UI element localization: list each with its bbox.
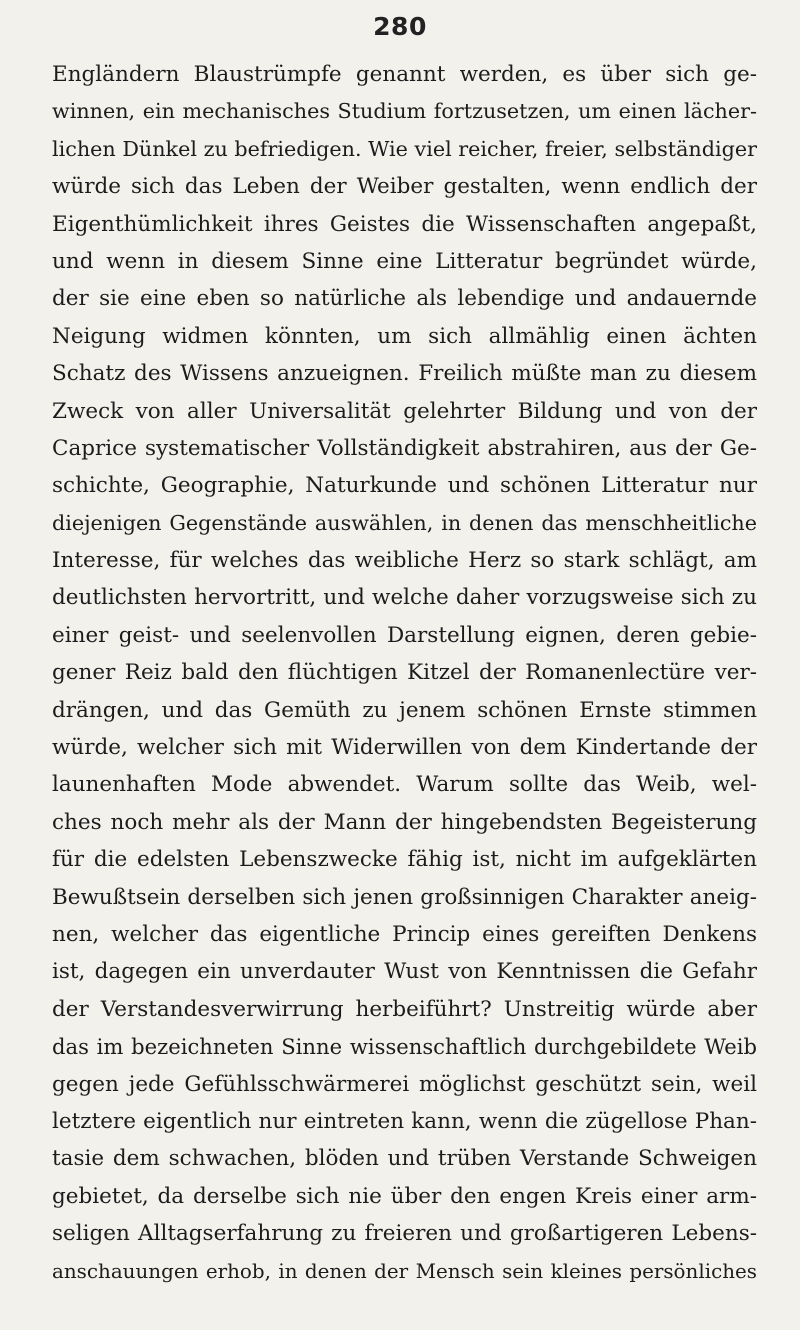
text-line: gegen jede Gefühlsschwärmerei möglichst geschützt sein, weil: [52, 1071, 757, 1097]
text-line: Bewußtsein derselben sich jenen großsinnigen Charakter aneig-: [52, 884, 757, 910]
text-line: schichte, Geographie, Naturkunde und schönen Litteratur nur: [52, 473, 757, 499]
text-line: launenhaften Mode abwendet. Warum sollte das Weib, wel-: [52, 772, 757, 798]
text-line: lichen Dünkel zu befriedigen. Wie viel reicher, freier, selbständiger: [52, 136, 757, 161]
text-line: für die edelsten Lebenszwecke fähig ist, nicht im aufgeklärten: [52, 847, 757, 873]
text-line: deutlichsten hervortritt, und welche daher vorzugsweise sich zu: [52, 585, 757, 611]
text-line: Neigung widmen könnten, um sich allmählig einen ächten: [52, 323, 757, 349]
text-line: der Verstandesverwirrung herbeiführt? Unstreitig würde aber: [52, 996, 757, 1022]
page-number: 280: [373, 12, 427, 41]
text-line: anschauungen erhob, in denen der Mensch sein kleines persönliches: [52, 1259, 757, 1283]
text-line: Caprice systematischer Vollständigkeit abstrahiren, aus der Ge-: [52, 435, 757, 461]
text-line: gebietet, da derselbe sich nie über den engen Kreis einer arm-: [52, 1183, 757, 1209]
text-line: das im bezeichneten Sinne wissenschaftlich durchgebildete Weib: [52, 1034, 757, 1060]
text-line: einer geist- und seelenvollen Darstellung eignen, deren gebie-: [52, 622, 757, 648]
text-line: und wenn in diesem Sinne eine Litteratur begründet würde,: [52, 248, 757, 274]
text-line: diejenigen Gegenstände auswählen, in denen das menschheitliche: [52, 510, 757, 535]
text-line: drängen, und das Gemüth zu jenem schönen Ernste stimmen: [52, 697, 757, 723]
text-line: Zweck von aller Universalität gelehrter Bildung und von der: [52, 398, 757, 424]
text-line: gener Reiz bald den flüchtigen Kitzel der Romanenlectüre ver-: [52, 660, 757, 686]
text-line: würde, welcher sich mit Widerwillen von dem Kindertande der: [52, 735, 757, 761]
text-line: ches noch mehr als der Mann der hingebendsten Begeisterung: [52, 809, 757, 835]
text-line: ist, dagegen ein unverdauter Wust von Kenntnissen die Gefahr: [52, 959, 757, 985]
text-line: tasie dem schwachen, blöden und trüben Verstande Schweigen: [52, 1146, 757, 1172]
text-line: nen, welcher das eigentliche Princip eines gereiften Denkens: [52, 921, 757, 947]
text-line: Eigenthümlichkeit ihres Geistes die Wissenschaften angepaßt,: [52, 211, 757, 237]
text-line: letztere eigentlich nur eintreten kann, wenn die zügellose Phan-: [52, 1108, 757, 1134]
text-line: winnen, ein mechanisches Studium fortzusetzen, um einen lächer-: [52, 99, 757, 124]
text-line: der sie eine eben so natürliche als lebendige und andauernde: [52, 286, 757, 312]
text-line: Schatz des Wissens anzueignen. Freilich müßte man zu diesem: [52, 361, 757, 387]
text-line: Engländern Blaustrümpfe genannt werden, es über sich ge-: [52, 62, 757, 87]
text-line: Interesse, für welches das weibliche Herz so stark schlägt, am: [52, 548, 757, 574]
body-text: [52, 56, 757, 1290]
text-line: seligen Alltagserfahrung zu freieren und großartigeren Lebens-: [52, 1221, 757, 1247]
text-line: würde sich das Leben der Weiber gestalten, wenn endlich der: [52, 174, 757, 200]
